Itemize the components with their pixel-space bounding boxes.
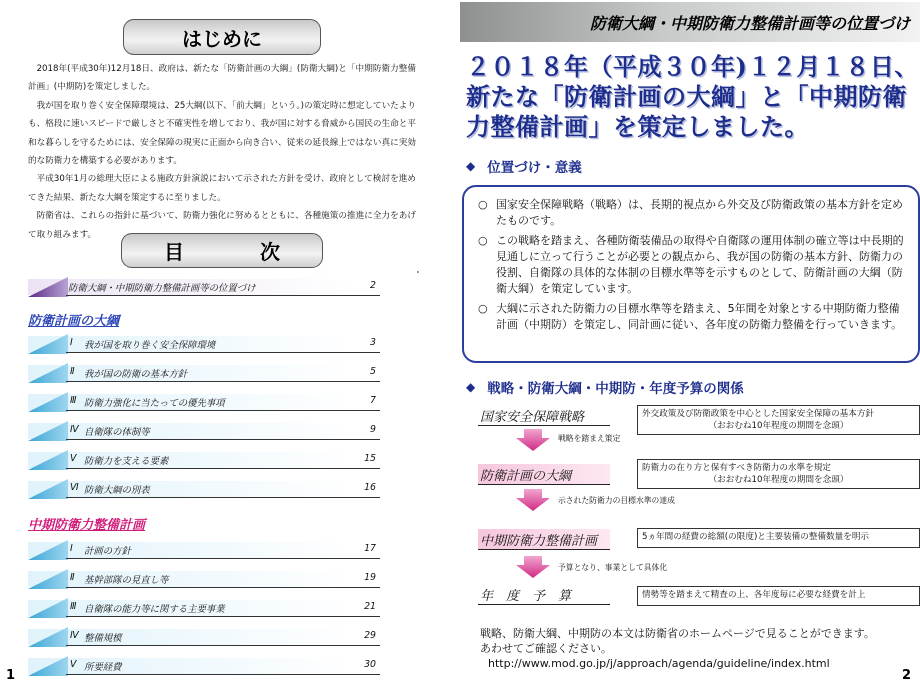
intro-paragraph: 防衛省は、これらの指針に基づいて、防衛力強化に努めるとともに、各種施策の推進に全力をあげて取り組みます。 <box>28 211 416 240</box>
circle-bullet-icon: ○ <box>478 198 488 211</box>
toc-bar <box>28 658 380 674</box>
positioning-item <box>478 197 906 229</box>
headline-line: ２０１８年（平成３０年)１２月１８日、 <box>466 52 919 81</box>
positioning-item <box>478 233 906 297</box>
toc-rule <box>66 674 380 675</box>
relation-desc-box <box>637 586 920 606</box>
toc-bar <box>28 571 380 587</box>
toc-rule <box>66 352 380 353</box>
toc-rule <box>66 616 380 617</box>
footer-line: あわせてご確認ください。 <box>480 642 612 655</box>
toc-item[interactable]: Ⅳ 自衛隊の体制等 9 <box>28 421 380 441</box>
headline-line: 力整備計画」を策定しました。 <box>466 112 809 141</box>
toc-bar <box>28 365 380 381</box>
circle-bullet-icon: ○ <box>478 302 488 315</box>
circle-bullet-icon: ○ <box>478 234 488 247</box>
headline-line: 新たな「防衛計画の大綱」と「中期防衛 <box>466 82 907 111</box>
diamond-icon: ◆ <box>466 159 476 173</box>
toc-item[interactable]: Ⅲ 自衛隊の能力等に関する主要事業 21 <box>28 598 380 618</box>
dot-mark <box>417 271 419 273</box>
positioning-item-text: 国家安全保障戦略（戦略）は、長期的視点から外交及び防衛政策の基本方針を定めたものです。 <box>496 198 903 227</box>
headline <box>466 52 920 142</box>
positioning-box <box>462 185 920 363</box>
positioning-item-text: この戦略を踏まえ、各種防衛装備品の取得や自衛隊の運用体制の確立等は中長期的見通しに立って行うことが必要との観点から、我が国の防衛の基本方針、防衛力の役割、自衛隊の具体的な体制の目標水準等を示すものとして、防衛計画の大綱（防衛大綱）を策定しています。 <box>496 234 904 295</box>
guideline-url-link[interactable]: http://www.mod.go.jp/j/approach/agenda/guideline/index.html <box>488 657 830 670</box>
toc-item-page: 19 <box>364 572 376 583</box>
toc-heading: 目 次 <box>121 233 323 268</box>
footer-text <box>480 626 875 656</box>
relation-desc: 外交政策及び防衛政策を中心とした国家安全保障の基本方針 <box>642 409 875 419</box>
toc-bar <box>28 452 380 468</box>
toc-item-page: 17 <box>364 543 376 554</box>
relation-desc: 5ヵ年間の経費の総額(の限度)と主要装備の整備数量を明示 <box>642 532 870 542</box>
relation-desc-box <box>637 405 920 435</box>
toc-item-title: 防衛大綱・中期防衛力整備計画等の位置づけ <box>68 283 256 294</box>
positioning-heading <box>466 156 582 176</box>
section-banner <box>460 2 920 42</box>
toc-item[interactable]: Ⅴ 防衛力を支える要素 15 <box>28 450 380 470</box>
toc-rule <box>66 410 380 411</box>
toc-item[interactable]: Ⅳ 整備規模 29 <box>28 627 380 647</box>
toc-bar <box>28 629 380 645</box>
toc-item-page: 15 <box>364 453 376 464</box>
relation-note: （おおむね10年程度の期間を念頭） <box>708 421 849 431</box>
down-arrow-icon <box>516 556 550 578</box>
page-number-left: 1 <box>6 668 16 683</box>
toc-item-page: 3 <box>370 337 376 348</box>
toc-rule <box>66 497 380 498</box>
intro-paragraph: 平成30年1月の総理大臣による施政方針演説において示された方針を受け、政府として検討を進めてきた結果、新たな大綱を策定するに至りました。 <box>28 174 416 203</box>
toc-item-positioning[interactable] <box>28 277 380 297</box>
toc-item[interactable]: Ⅱ 我が国の防衛の基本方針 5 <box>28 363 380 383</box>
intro-paragraph: 2018年(平成30年)12月18日、政府は、新たな「防衛計画の大綱」(防衛大綱)と「中期防衛力整備計画」(中期防)を策定しました。 <box>28 64 416 93</box>
relation-label-strategy: 国家安全保障戦略 <box>478 405 610 426</box>
toc-item-page: 7 <box>370 395 376 406</box>
toc-item-page: 30 <box>364 659 376 670</box>
intro-heading: はじめに <box>123 19 321 55</box>
toc-rule <box>66 439 380 440</box>
relation-desc-box <box>637 528 920 548</box>
intro-text <box>28 60 416 244</box>
right-page <box>458 0 920 690</box>
toc-rule <box>66 587 380 588</box>
positioning-heading-text: 位置づけ・意義 <box>487 160 582 176</box>
relation-note: （おおむね10年程度の期間を念頭） <box>708 475 849 485</box>
diamond-icon: ◆ <box>466 380 476 394</box>
toc-item[interactable]: Ⅰ 我が国を取り巻く安全保障環境 3 <box>28 334 380 354</box>
left-page <box>0 0 450 690</box>
arrow-note: 示された防衛力の目標水準の達成 <box>558 496 675 505</box>
down-arrow-icon <box>516 489 550 511</box>
relation-heading-text: 戦略・防衛大綱・中期防・年度予算の関係 <box>487 381 744 397</box>
toc-rule <box>66 468 380 469</box>
toc-item[interactable]: Ⅱ 基幹部隊の見直し等 19 <box>28 569 380 589</box>
toc-item-page: 16 <box>364 482 376 493</box>
toc-item-page: 21 <box>364 601 376 612</box>
toc-bar <box>28 423 380 439</box>
positioning-item-text: 大綱に示された防衛力の目標水準等を踏まえ、5年間を対象とする中期防衛力整備計画（中期防）を策定し、同計画に従い、各年度の防衛力整備を行っていきます。 <box>496 302 903 331</box>
arrow-note: 戦略を踏まえ策定 <box>558 434 621 443</box>
relation-label-chukibo: 中期防衛力整備計画 <box>478 529 610 550</box>
toc-item-page: 2 <box>370 280 376 291</box>
toc-item-page: 29 <box>364 630 376 641</box>
toc-rule <box>66 295 380 296</box>
toc-bar <box>28 481 380 497</box>
toc-item[interactable]: Ⅴ 所要経費 30 <box>28 656 380 676</box>
toc-rule <box>66 381 380 382</box>
intro-paragraph: 我が国を取り巻く安全保障環境は、25大綱(以下、「前大綱」という。)の策定時に想定していたよりも、格段に速いスピードで厳しさと不確実性を増しており、我が国に対する脅威から国民の生命と平和な暮らしを守るためには、安全保障の現実に正面から向き合い、従来の延長線上ではない真に実効的な防衛力を構築する必要があります。 <box>28 100 416 167</box>
relation-heading <box>466 377 744 397</box>
arrow-note: 予算となり、事業として具体化 <box>558 563 668 572</box>
toc-section-taiko[interactable]: 防衛計画の大綱 <box>28 314 120 329</box>
toc-item[interactable]: Ⅰ 計画の方針 17 <box>28 540 380 560</box>
toc-section-chukibo[interactable]: 中期防衛力整備計画 <box>28 518 146 533</box>
down-arrow-icon <box>516 429 550 451</box>
relation-label-budget: 年 度 予 算 <box>478 584 610 605</box>
banner-title: 防衛大綱・中期防衛力整備計画等の位置づけ <box>589 13 910 33</box>
toc-item[interactable]: Ⅲ 防衛力強化に当たっての優先事項 7 <box>28 392 380 412</box>
footer-line: 戦略、防衛大綱、中期防の本文は防衛省のホームページで見ることができます。 <box>480 627 875 640</box>
toc-bar <box>28 542 380 558</box>
page-number-right: 2 <box>902 668 912 683</box>
toc-rule <box>66 645 380 646</box>
relation-desc: 防衛力の在り方と保有すべき防衛力の水準を規定 <box>642 463 831 473</box>
positioning-item <box>478 301 906 333</box>
toc-item-page: 5 <box>370 366 376 377</box>
relation-desc: 情勢等を踏まえて精査の上、各年度毎に必要な経費を計上 <box>642 590 866 600</box>
toc-item-page: 9 <box>370 424 376 435</box>
toc-item[interactable]: Ⅵ 防衛大綱の別表 16 <box>28 479 380 499</box>
relation-desc-box <box>637 459 920 489</box>
relation-label-taiko: 防衛計画の大綱 <box>478 464 610 485</box>
toc-rule <box>66 558 380 559</box>
